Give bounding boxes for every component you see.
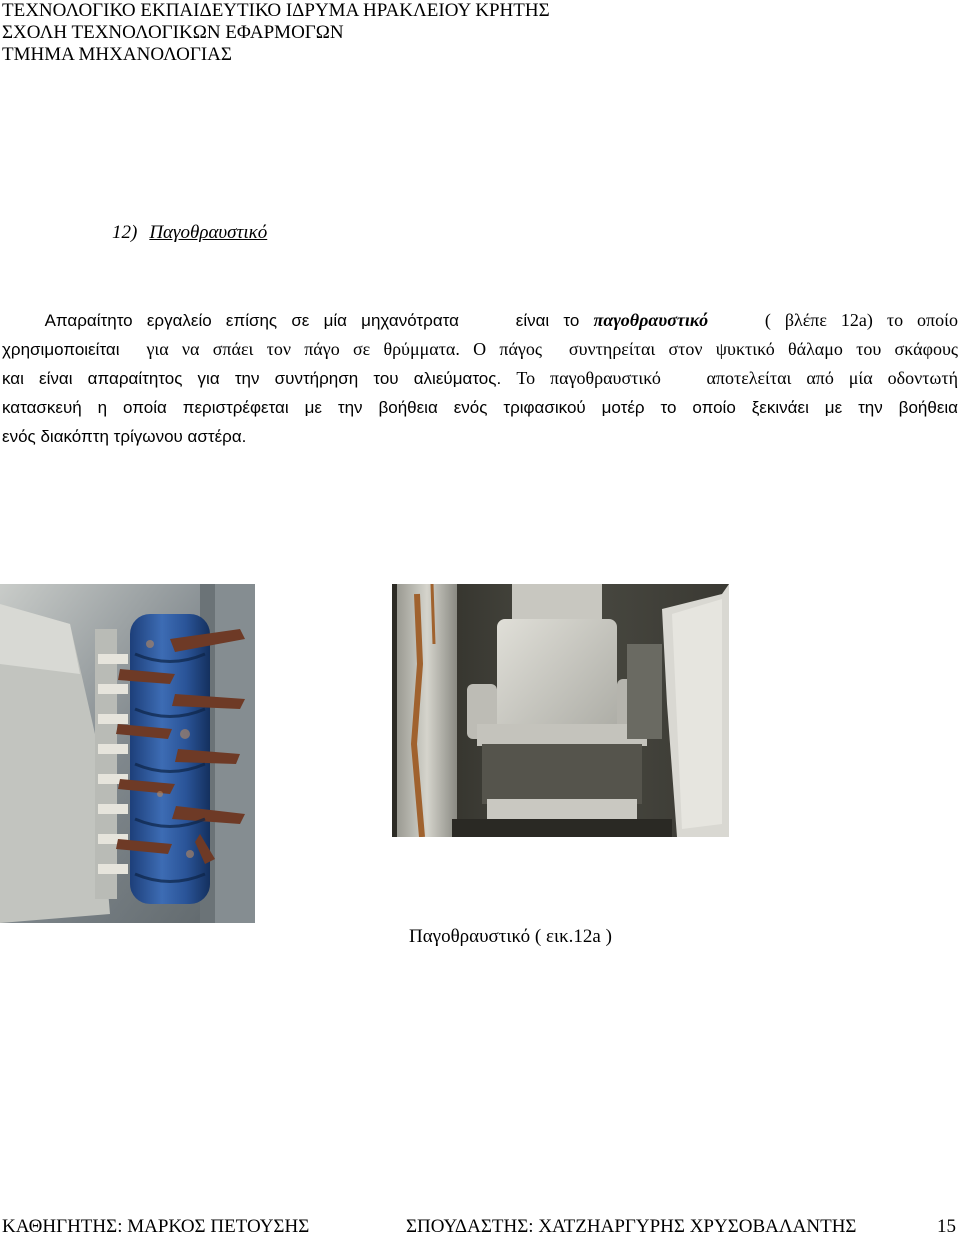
text-run: Απαραίτητο εργαλείο επίσης σε μία μηχανότρατα (44, 311, 459, 330)
page-number: 15 (937, 1216, 956, 1237)
paragraph-line-1 (2, 306, 958, 335)
header-institution: ΤΕΧΝΟΛΟΓΙΚΟ ΕΚΠΑΙΔΕΥΤΙΚΟ ΙΔΡΥΜΑ ΗΡΑΚΛΕΙΟΥ ΚΡΗΤΗΣ (2, 0, 550, 21)
ice-crusher-rotor-photo (0, 584, 255, 923)
paragraph-line-5: ενός διακόπτη τρίγωνου αστέρα. (2, 427, 247, 446)
header-department: ΤΜΗΜΑ ΜΗΧΑΝΟΛΟΓΙΑΣ (2, 44, 232, 65)
text-run: για να σπάει τον πάγο σε θρύμματα. Ο πάγος (146, 339, 542, 359)
text-run: ( βλέπε 12a) το οποίο (764, 310, 958, 330)
keyword-text: παγοθραυστικό (593, 310, 709, 330)
section-heading (112, 222, 267, 244)
paragraph-line-4: κατασκευή η οποία περιστρέφεται με την βοήθεια ενός τριφασικού μοτέρ το οποίο ξεκινάει με την βοήθεια (2, 398, 958, 417)
text-run: Το παγοθραυστικό (516, 368, 661, 388)
figure-caption: Παγοθραυστικό ( εικ.12a ) (409, 926, 612, 947)
header-school: ΣΧΟΛΗ ΤΕΧΝΟΛΟΓΙΚΩΝ ΕΦΑΡΜΟΓΩΝ (2, 22, 344, 43)
section-number: 12) (112, 222, 138, 243)
text-run: χρησιμοποιείται (2, 340, 120, 359)
ice-crusher-housing-photo (392, 584, 729, 837)
footer-teacher: ΚΑΘΗΓΗΤΗΣ: ΜΑΡΚΟΣ ΠΕΤΟΥΣΗΣ (2, 1216, 310, 1237)
text-run: αποτελείται από μία οδοντωτή (706, 368, 958, 388)
text-run: και είναι απαραίτητος για την συντήρηση του αλιεύματος. (2, 369, 502, 388)
body-paragraph (2, 306, 958, 451)
text-run: είναι το (515, 311, 580, 330)
paragraph-line-2 (2, 335, 958, 364)
document-header (2, 0, 550, 66)
paragraph-line-3 (2, 364, 958, 393)
footer-student: ΣΠΟΥΔΑΣΤΗΣ: ΧΑΤΖΗΑΡΓΥΡΗΣ ΧΡΥΣΟΒΑΛΑΝΤΗΣ (406, 1216, 857, 1237)
section-title: Παγοθραυστικό (149, 222, 268, 243)
text-run: συντηρείται στον ψυκτικό θάλαμο του σκάφους (568, 339, 958, 359)
